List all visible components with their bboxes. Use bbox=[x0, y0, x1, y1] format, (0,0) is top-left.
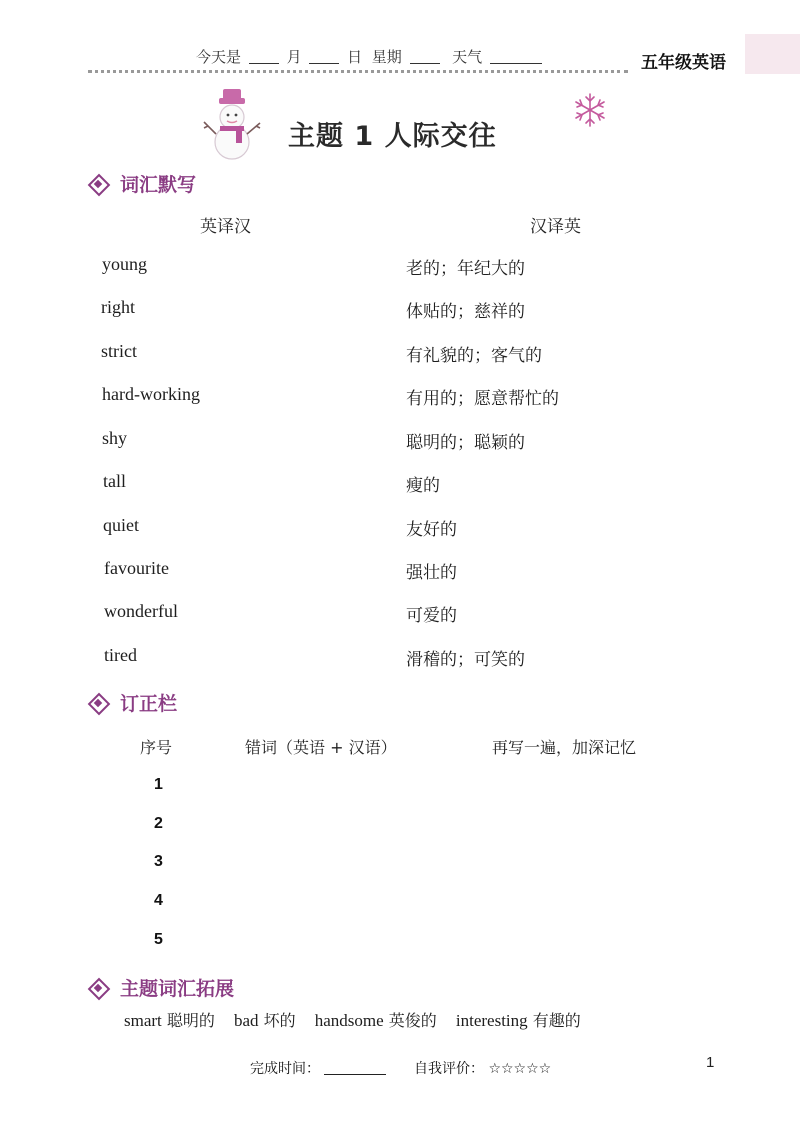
en-to-zh-header: 英译汉 bbox=[200, 217, 251, 237]
row-number: 4 bbox=[154, 892, 163, 909]
finish-time-label: 完成时间： bbox=[250, 1061, 320, 1077]
self-eval-label: 自我评价： bbox=[414, 1061, 484, 1077]
header-dotted-rule bbox=[88, 70, 628, 73]
diamond-icon bbox=[88, 978, 108, 998]
month-blank[interactable] bbox=[249, 49, 279, 64]
date-weather-line bbox=[196, 46, 545, 67]
expansion-item: handsome 英俊的 bbox=[314, 1011, 437, 1030]
day-blank[interactable] bbox=[309, 49, 339, 64]
chinese-word: 有礼貌的；客气的 bbox=[406, 346, 542, 366]
correction-section-label: 订正栏 bbox=[120, 693, 178, 715]
expansion-item: smart 聪明的 bbox=[124, 1011, 215, 1030]
col-rewrite-header: 再写一遍，加深记忆 bbox=[492, 738, 637, 757]
expansion-item: bad 坏的 bbox=[233, 1011, 296, 1030]
vocab-section-label: 词汇默写 bbox=[120, 174, 197, 196]
row-number: 3 bbox=[154, 853, 163, 870]
chinese-word: 体贴的；慈祥的 bbox=[406, 302, 525, 322]
english-word: shy bbox=[102, 428, 128, 448]
english-word: quiet bbox=[103, 515, 139, 535]
english-word: tired bbox=[104, 645, 137, 665]
self-evaluation bbox=[414, 1058, 551, 1078]
row-number: 5 bbox=[154, 931, 163, 948]
diamond-icon bbox=[88, 174, 108, 194]
page-title: 主题 1 人际交往 bbox=[288, 121, 497, 152]
english-word: favourite bbox=[104, 558, 169, 578]
chinese-word: 友好的 bbox=[406, 520, 457, 540]
snowflake-icon bbox=[572, 92, 608, 128]
chinese-word: 聪明的；聪颖的 bbox=[406, 433, 525, 453]
english-word: hard-working bbox=[102, 384, 200, 404]
page-number: 1 bbox=[706, 1054, 715, 1071]
chinese-word: 滑稽的；可笑的 bbox=[406, 650, 525, 670]
diamond-icon bbox=[88, 693, 108, 713]
month-label: 月 bbox=[286, 48, 302, 66]
today-label: 今天是 bbox=[196, 48, 242, 66]
zh-to-en-header: 汉译英 bbox=[530, 217, 581, 237]
day-label: 日 bbox=[347, 48, 363, 66]
english-word: right bbox=[101, 297, 135, 317]
book-title: 五年级英语 bbox=[641, 53, 726, 73]
correction-section-header bbox=[88, 689, 177, 716]
finish-time-blank[interactable] bbox=[324, 1060, 386, 1075]
chinese-word: 可爱的 bbox=[406, 606, 457, 626]
weather-blank[interactable] bbox=[490, 49, 542, 64]
expansion-section-label: 主题词汇拓展 bbox=[120, 978, 235, 1000]
english-word: wonderful bbox=[104, 601, 178, 621]
weekday-blank[interactable] bbox=[410, 49, 440, 64]
chinese-word: 有用的；愿意帮忙的 bbox=[406, 389, 559, 409]
expansion-section-header bbox=[88, 974, 234, 1001]
chinese-word: 瘦的 bbox=[406, 476, 440, 496]
chinese-word: 老的；年纪大的 bbox=[406, 259, 525, 279]
english-word: tall bbox=[103, 471, 126, 491]
col-wrong-word-header: 错词（英语 + 汉语） bbox=[245, 738, 397, 757]
english-word: strict bbox=[101, 341, 137, 361]
expansion-words bbox=[124, 1008, 595, 1031]
finish-time bbox=[250, 1058, 386, 1078]
star-rating-icon[interactable]: ☆☆☆☆☆ bbox=[488, 1061, 552, 1077]
vocab-section-header bbox=[88, 170, 196, 197]
row-number: 2 bbox=[154, 815, 163, 832]
english-word: young bbox=[102, 254, 147, 274]
row-number: 1 bbox=[154, 776, 163, 793]
chinese-word: 强壮的 bbox=[406, 563, 457, 583]
snowman-icon bbox=[200, 86, 264, 162]
weekday-label: 星期 bbox=[371, 48, 402, 66]
weather-label: 天气 bbox=[452, 48, 483, 66]
col-number-header: 序号 bbox=[140, 738, 173, 757]
expansion-item: interesting 有趣的 bbox=[455, 1011, 581, 1030]
header-tab-decoration bbox=[745, 34, 800, 74]
